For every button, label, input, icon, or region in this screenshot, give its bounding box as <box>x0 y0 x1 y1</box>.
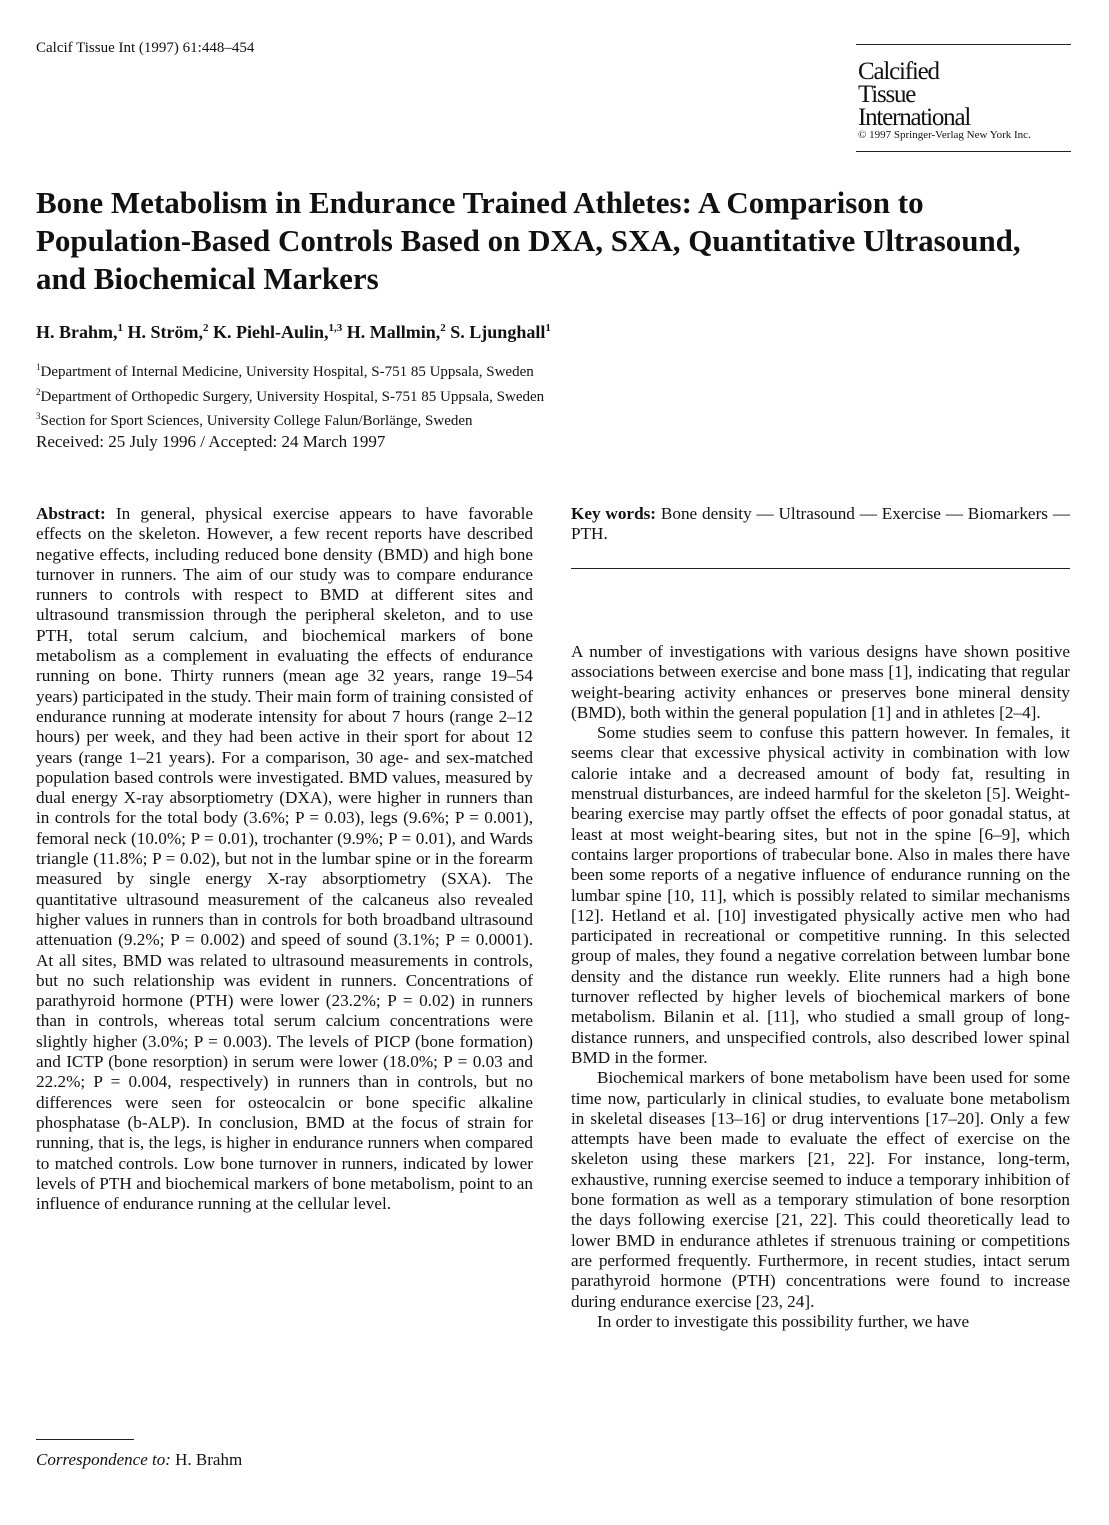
author: K. Piehl-Aulin,$^{1,3}$ <box>213 322 343 342</box>
affiliation: $^2$Department of Orthopedic Surgery, University Hospital, S-751 85 Uppsala, Sweden <box>36 386 545 405</box>
keywords-label: Key words: <box>571 504 657 523</box>
footnote-rule <box>36 1439 134 1440</box>
body-paragraph: A number of investigations with various designs have shown positive associations between exercise and bone mass [1], indicating that regular weight-bearing activity enhances or preserves bone mineral density (BMD), both within the general population [1] and in athletes [2–4]. <box>571 642 1070 722</box>
author-list <box>36 322 551 343</box>
keywords-text: Bone density — Ultrasound — Exercise — Biomarkers — PTH. <box>571 504 1071 544</box>
article-title: Bone Metabolism in Endurance Trained Athletes: A Comparison to Population-Based Controls Based on DXA, SXA, Quantitative Ultrasound, and Biochemical Markers <box>36 185 1021 296</box>
author: H. Ström,$^2$ <box>127 322 209 342</box>
author: H. Mallmin,$^2$ <box>346 322 446 342</box>
abstract <box>36 504 533 1214</box>
logo-line-1: Calcified <box>858 58 939 85</box>
author: H. Brahm,$^1$ <box>36 322 124 342</box>
abstract-text: In general, physical exercise appears to have favorable effects on the skeleton. However, a few recent reports have described negative effects, including reduced bone density (BMD) and high bone turnover in runners. The aim of our study was to compare endurance runners to controls with respect to BMD at different sites and ultrasound transmission through the peripheral skeleton, and to use PTH, total serum calcium, and biochemical markers of bone metabolism as a complement in evaluating the effects of endurance running on bone. Thirty runners (mean age 32 years, range 19–54 years) participated in the study. Their main form of training consisted of endurance running at moderate intensity for about 7 hours (range 2–12 hours) per week, and they had been active in their sport for about 12 years (range 1–21 years). For a comparison, 30 age- and sex-matched population based controls were investigated. BMD values, measured by dual energy X-ray absorptiometry (DXA), were higher in runners than in controls for the total body (3.6%; P = 0.03), legs (9.6%; P = 0.001), femoral neck (10.0%; P = 0.01), trochanter (9.9%; P = 0.01), and Wards triangle (11.8%; P = 0.02), but not in the lumbar spine or in the forearm measured by single energy X-ray absorptiometry (SXA). The quantitative ultrasound measurement of the calcaneus also revealed higher values in runners than in controls for both broadband ultrasound attenuation (9.2%; P = 0.002) and speed of sound (3.1%; P = 0.0001). At all sites, BMD was related to ultrasound measurements in controls, but no such relationship was evident in runners. Concentrations of parathyroid hormone (PTH) were lower (23.2%; P = 0.02) in runners than in controls, whereas total serum calcium concentrations were slightly higher (3.0%; P = 0.003). The levels of PICP (bone formation) and ICTP (bone resorption) in serum were lower (18.0%; P = 0.03 and 22.2%; P = 0.004, respectively) in runners than in controls, but no differences were seen for osteocalcin or bone specific alkaline phosphatase (b-ALP). In conclusion, BMD at the focus of strain for running, that is, the legs, is higher in endurance runners when compared to matched controls. Low bone turnover in runners, indicated by lower levels of PTH and biochemical markers of bone metabolism, point to an influence of endurance running at the cellular level. <box>36 504 533 1214</box>
abstract-label: Abstract: <box>36 504 106 523</box>
affiliation: $^1$Department of Internal Medicine, University Hospital, S-751 85 Uppsala, Sweden <box>36 362 534 380</box>
affiliation: $^3$Section for Sport Sciences, University College Falun/Borlänge, Sweden <box>36 411 473 429</box>
divider <box>571 568 1070 569</box>
body-paragraph: Some studies seem to confuse this pattern however. In females, it seems clear that excessive physical activity in combination with low calorie intake and a decreased amount of body fat, resulting in menstrual disturbances, are indeed harmful for the skeleton [5]. Weight-bearing exercise may partly offset the effects of poor gonadal status, at least at most weight-bearing sites, but not in the spine [6–9], which contains larger proportions of trabecular bone. Also in males there have been some reports of a negative influence of endurance running on the lumbar spine [10, 11], which is possibly related to similar mechanisms [12]. Hetland et al. [10] investigated physically active men who had participated in recreational or competitive running. In this selected group of males, they found a negative correlation between lumbar bone density and the distance run weekly. Elite runners had a high bone turnover reflected by higher levels of biochemical markers of bone metabolism. Bilanin et al. [11], who studied a small group of long-distance runners, and unspecified controls, also described lower spinal BMD in the former. <box>571 723 1070 1067</box>
correspondence-label: Correspondence to: <box>36 1450 171 1469</box>
affiliations <box>36 358 544 432</box>
journal-reference: Calcif Tissue Int (1997) 61:448–454 <box>36 40 255 56</box>
body-paragraph: In order to investigate this possibility further, we have <box>597 1311 970 1331</box>
author: S. Ljunghall$^1$ <box>450 322 551 342</box>
body-text <box>571 642 1070 1332</box>
logo-line-3: International <box>858 104 971 131</box>
received-date: Received: 25 July 1996 / Accepted: 24 March 1997 <box>36 432 386 451</box>
logo-line-2: Tissue <box>858 81 916 108</box>
logo-copyright: © 1997 Springer-Verlag New York Inc. <box>858 129 1031 141</box>
keywords <box>571 504 1070 545</box>
journal-logo <box>856 44 1071 152</box>
body-paragraph: Biochemical markers of bone metabolism have been used for some time now, particularly in clinical studies, to evaluate bone metabolism in skeletal diseases [13–16] or drug interventions [17–20]. Only a few attempts have been made to evaluate the effect of exercise on the skeleton using these markers [21, 22]. For instance, long-term, exhaustive, running exercise seemed to induce a temporary inhibition of bone formation as well as a temporary stimulation of bone resorption the days following exercise [21, 22]. This could theoretically lead to lower BMD in endurance athletes if strenuous training or competitions are performed frequently. Furthermore, in recent studies, intact serum parathyroid hormone (PTH) concentrations were found to increase during endurance exercise [23, 24]. <box>571 1068 1070 1311</box>
correspondence <box>36 1450 242 1470</box>
correspondence-name: H. Brahm <box>175 1450 243 1469</box>
